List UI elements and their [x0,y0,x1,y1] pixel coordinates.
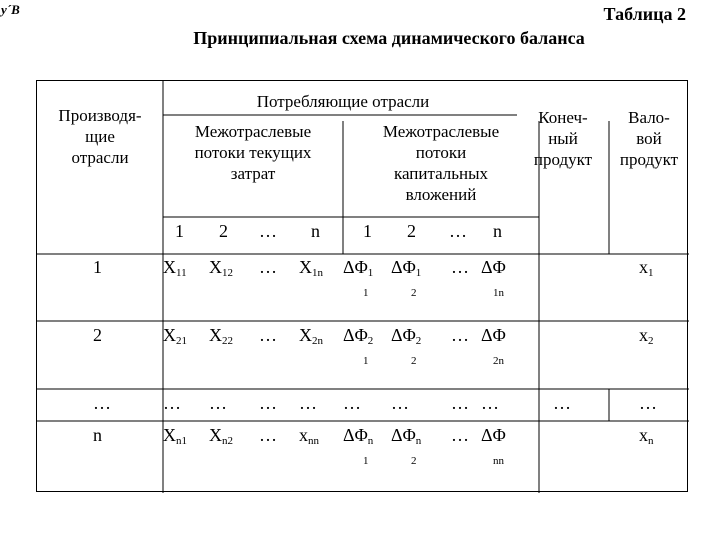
row-label: n [93,425,102,445]
header-line: Межотраслевые [382,122,500,141]
header-line: продукт [533,150,593,169]
header-interindustry-current [163,121,343,184]
table-number: Таблица 2 [603,4,686,24]
capital-flow-index: 2 [411,355,417,367]
current-flow-cell: $X_{22}$ [209,325,233,347]
col-number: n [493,221,502,241]
capital-flow-cell: $\Delta\Phi_2$ [343,325,374,347]
table-title: Принципиальная схема динамического баланса [193,28,585,48]
capital-flow-cell: $\Delta\Phi_1$ [391,257,422,279]
capital-flow-cell: $\Delta\Phi_1$ [343,257,374,279]
current-flow-cell: $X_{12}$ [209,257,233,279]
header-final-product [515,107,611,170]
header-line: вой [636,129,662,148]
capital-flow-cell: $\Delta\Phi_n$ [343,425,374,447]
current-flow-cell: … [259,393,277,413]
capital-flow-index: nn [493,455,504,467]
final-product-cell: … [553,393,571,413]
header-consuming: Потребляющие отрасли [256,92,430,111]
col-number: … [449,221,467,241]
capital-flow-cell: … [451,393,469,413]
capital-flow-index: 2 [411,455,417,467]
current-flow-cell: … [209,393,227,413]
header-producing [37,105,163,168]
col-number: 2 [407,221,416,241]
capital-flow-cell: $\Delta\Phi_n$ [391,425,422,447]
header-line: капитальных [393,164,489,183]
capital-flow-index: 1n [493,287,504,299]
gross-product-cell: $x_2$ [639,325,654,347]
current-flow-cell: $X_{n1}$ [163,425,187,447]
capital-flow-cell: … [451,257,469,277]
header-producing-line: Производя- [58,106,142,125]
current-flow-cell: $X_{21}$ [163,325,187,347]
col-number: 1 [363,221,372,241]
capital-flow-cell: $\Delta\Phi_2$ [391,325,422,347]
current-flow-cell: $X_{11}$ [163,257,187,279]
balance-table [36,80,688,492]
header-line: потоки текущих [194,143,312,162]
current-flow-cell: … [259,325,277,345]
gross-product-cell: $x_1$ [639,257,654,279]
header-line: Межотраслевые [194,122,312,141]
header-line: Конеч- [538,108,588,127]
current-flow-cell: … [259,425,277,445]
current-flow-cell: $X_{2n}$ [299,325,323,347]
current-flow-cell: $X_{n2}$ [209,425,233,447]
capital-flow-cell: ΔΦ [481,257,506,277]
current-flow-cell: $X_{1n}$ [299,257,323,279]
capital-flow-index: 1 [363,355,369,367]
capital-flow-index: 2 [411,287,417,299]
header-line: продукт [619,150,679,169]
corner-mark: y´B [1,2,20,17]
capital-flow-cell: … [481,393,499,413]
current-flow-cell: … [259,257,277,277]
gross-product-cell: … [639,393,657,413]
capital-flow-cell: … [391,393,409,413]
header-gross-product [609,107,689,170]
col-number: 1 [175,221,184,241]
capital-flow-cell: ΔΦ [481,425,506,445]
header-line: Вало- [628,108,670,127]
row-label: 1 [93,257,102,277]
header-line: вложений [405,185,477,204]
capital-flow-index: 1 [363,287,369,299]
capital-flow-index: 2n [493,355,504,367]
col-number: 2 [219,221,228,241]
header-interindustry-capital [343,121,539,205]
header-line: ный [548,129,578,148]
col-number: n [311,221,320,241]
capital-flow-cell: ΔΦ [481,325,506,345]
col-number: … [259,221,277,241]
header-line: затрат [230,164,276,183]
row-label: 2 [93,325,102,345]
current-flow-cell: … [299,393,317,413]
header-producing-line: щие [85,127,115,146]
gross-product-cell: $x_n$ [639,425,654,447]
capital-flow-cell: … [343,393,361,413]
capital-flow-index: 1 [363,455,369,467]
row-label: … [93,393,111,413]
header-line: потоки [415,143,467,162]
current-flow-cell: … [163,393,181,413]
header-producing-line: отрасли [71,148,129,167]
current-flow-cell: $x_{nn}$ [299,425,319,447]
capital-flow-cell: … [451,325,469,345]
capital-flow-cell: … [451,425,469,445]
